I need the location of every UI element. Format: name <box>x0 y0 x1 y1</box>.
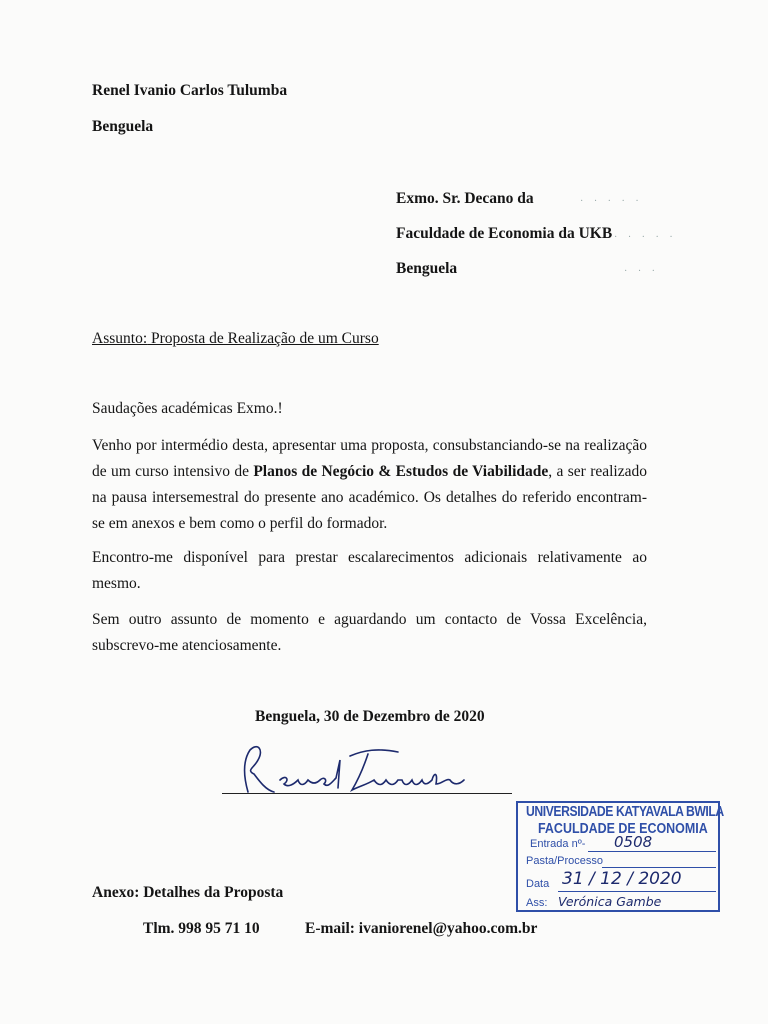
body-paragraph-1 <box>92 433 647 537</box>
signature-line <box>222 793 512 794</box>
sender-city: Benguela <box>92 118 154 135</box>
stamp-ass-line <box>554 910 716 911</box>
contact-email: E-mail: ivaniorenel@yahoo.com.br <box>305 920 538 937</box>
stamp-ass-value: Verónica Gambe <box>558 894 662 909</box>
paragraph-3-text: Sem outro assunto de momento e aguardando um contacto de Vossa Excelência, subscrevo-me atenciosamente. <box>92 611 647 654</box>
body-paragraph-3 <box>92 607 647 659</box>
stamp-date-label: Data <box>526 878 550 890</box>
scan-speck: · · · · · <box>614 232 677 243</box>
stamp-university: UNIVERSIDADE KATYAVALA BWILA <box>526 804 724 820</box>
stamp-folder-label: Pasta/Processo <box>526 855 604 867</box>
scan-speck: · · · <box>624 266 659 277</box>
reception-stamp <box>516 801 724 912</box>
sender-name: Renel Ivanio Carlos Tulumba <box>92 82 288 99</box>
stamp-entry-line <box>588 851 716 852</box>
course-title: Planos de Negócio & Estudos de Viabilidade <box>253 463 549 480</box>
stamp-ass-label: Ass: <box>526 897 548 909</box>
subject-line <box>92 330 379 348</box>
recipient-line-1: Exmo. Sr. Decano da <box>396 190 534 207</box>
scan-speck: · · · · · <box>580 196 643 207</box>
stamp-folder-line <box>602 867 716 868</box>
recipient-line-2: Faculdade de Economia da UKB <box>396 225 613 242</box>
greeting: Saudações académicas Exmo.! <box>92 400 283 417</box>
contact-phone: Tlm. 998 95 71 10 <box>143 920 260 937</box>
subject-label: Assunto: <box>92 330 148 347</box>
stamp-date-value: 31 / 12 / 2020 <box>562 869 682 889</box>
signature-image <box>228 740 498 798</box>
paragraph-2-text: Encontro-me disponível para prestar escalarecimentos adicionais relativamente ao mesmo. <box>92 549 647 592</box>
recipient-line-3: Benguela <box>396 260 458 277</box>
paragraph-1-text-a: Venho por intermédio desta, apresentar uma proposta, consubstanciando-se na realização de um curso intensivo de <box>92 437 647 480</box>
paragraph-1-text-b: , a ser realizado na pausa intersemestral do presente ano académico. Os detalhes do referido encontram-se em anexos e bem como o perfil do formador. <box>92 463 647 532</box>
stamp-entry-value: 0508 <box>614 833 653 851</box>
subject-text: Proposta de Realização de um Curso <box>147 330 379 347</box>
attachment-note: Anexo: Detalhes da Proposta <box>92 884 284 901</box>
place-date: Benguela, 30 de Dezembro de 2020 <box>255 708 485 725</box>
stamp-faculty: FACULDADE DE ECONOMIA <box>538 821 708 837</box>
body-paragraph-2 <box>92 545 647 597</box>
stamp-entry-label: Entrada nº- <box>530 838 586 850</box>
stamp-date-line <box>558 891 716 892</box>
